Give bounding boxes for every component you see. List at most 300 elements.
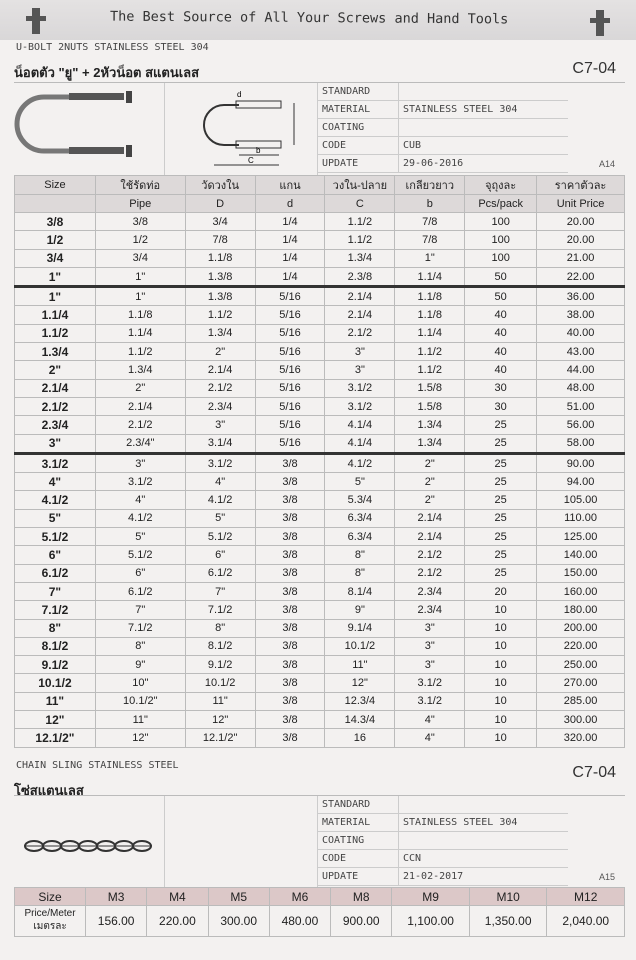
table-row [15,656,625,674]
table-cell: 3/8 [255,619,325,637]
spec-value: CUB [403,140,422,151]
size-cell: M3 [86,888,147,906]
table-cell: 10 [465,619,537,637]
spec-row [318,155,568,173]
table-cell: 5.3/4 [325,491,395,509]
table-cell: 10.1/2 [185,674,255,692]
table-row [15,637,625,655]
column-header: Pipe [95,195,185,213]
table-cell: 4.1/2 [325,453,395,472]
table-cell: 3" [15,434,96,453]
spec-label: STANDARD [318,83,399,100]
table-cell: 250.00 [537,656,625,674]
column-header: Pcs/pack [465,195,537,213]
table-cell: 8.1/2 [15,637,96,655]
table-cell: 43.00 [537,343,625,361]
table-cell: 1.3/4 [395,416,465,434]
column-header: Size [15,176,96,195]
table-cell: 2" [395,491,465,509]
table-cell: 3/4 [15,249,96,267]
size-cell: M4 [147,888,208,906]
table-cell: 9.1/2 [15,656,96,674]
table-cell: 9.1/2 [185,656,255,674]
table-cell: 1.1/4 [395,267,465,286]
chain-spec-list [318,796,568,886]
table-cell: 150.00 [537,564,625,582]
column-header: Unit Price [537,195,625,213]
table-cell: 10.1/2 [325,637,395,655]
table-cell: 1" [395,249,465,267]
table-cell: 25 [465,434,537,453]
table-cell: 40 [465,361,537,379]
table-cell: 3" [185,416,255,434]
spec-row [318,832,568,850]
spec-row [318,101,568,119]
table-cell: 22.00 [537,267,625,286]
table-cell: 1.3/4 [185,324,255,342]
table-cell: 4" [395,711,465,729]
table-row [15,397,625,415]
spec-row [318,850,568,868]
table-cell: 5" [185,509,255,527]
table-cell: 12" [95,729,185,747]
column-header: D [185,195,255,213]
table-cell: 3" [95,453,185,472]
column-header: ราคาตัวละ [537,176,625,195]
table-cell: 7/8 [395,231,465,249]
table-cell: 3/8 [255,729,325,747]
table-cell: 1.1/4 [95,324,185,342]
column-header: C [325,195,395,213]
table-cell: 25 [465,453,537,472]
table-cell: 4.1/2 [185,491,255,509]
table-row [15,324,625,342]
empty-image-cell [164,796,318,887]
table-cell: 1.1/8 [95,306,185,324]
table-cell: 25 [465,416,537,434]
size-cell: M12 [547,888,625,906]
table-cell: 25 [465,473,537,491]
table-cell: 20.00 [537,231,625,249]
table-cell: 3" [325,361,395,379]
table-cell: 5" [15,509,96,527]
table-cell: 56.00 [537,416,625,434]
table-cell: 285.00 [537,692,625,710]
page-code: C7-04 [572,60,616,77]
table-cell: 11" [185,692,255,710]
table-cell: 8.1/2 [185,637,255,655]
table-cell: 58.00 [537,434,625,453]
table-cell: 320.00 [537,729,625,747]
table-cell: 3/8 [95,213,185,231]
table-cell: 5/16 [255,306,325,324]
table-row [15,287,625,306]
spec-label: STANDARD [318,796,399,813]
table-cell: 3" [395,637,465,655]
table-cell: 3/8 [255,564,325,582]
table-row [15,692,625,710]
table-cell: 5/16 [255,434,325,453]
table-cell: 14.3/4 [325,711,395,729]
spec-list [318,83,568,173]
table-cell: 2.1/4 [395,509,465,527]
table-cell: 1/4 [255,213,325,231]
table-cell: 11" [95,711,185,729]
spec-row [318,119,568,137]
size-cell: M9 [392,888,470,906]
table-cell: 90.00 [537,453,625,472]
table-cell: 4" [395,729,465,747]
table-cell: 12.1/2" [15,729,96,747]
table-cell: 3.1/2 [185,453,255,472]
table-cell: 2.3/4 [15,416,96,434]
u-bolt-table [14,175,625,748]
price-label: Price/Meter [24,908,76,919]
table-cell: 3.1/2 [325,397,395,415]
table-cell: 7.1/2 [185,601,255,619]
table-cell: 1.3/4 [325,249,395,267]
table-cell: 3/8 [255,692,325,710]
table-cell: 7" [185,582,255,600]
table-cell: 7.1/2 [95,619,185,637]
table-cell: 1.1/2 [325,213,395,231]
table-cell: 48.00 [537,379,625,397]
table-cell: 7/8 [395,213,465,231]
table-cell: 10 [465,729,537,747]
table-row [15,267,625,286]
table-row [15,361,625,379]
table-cell: 2.1/2 [185,379,255,397]
table-cell: 1/4 [255,267,325,286]
spec-value: STAINLESS STEEL 304 [403,104,518,115]
table-row [15,379,625,397]
table-cell: 5/16 [255,324,325,342]
table-cell: 30 [465,397,537,415]
table-cell: 1.1/2 [395,361,465,379]
u-bolt-photo [14,83,165,175]
table-row [15,729,625,747]
table-cell: 36.00 [537,287,625,306]
table-cell: 5/16 [255,361,325,379]
table-cell: 1" [95,267,185,286]
table-cell: 1.1/8 [395,306,465,324]
table-cell: 2.1/4 [325,287,395,306]
table-cell: 1" [95,287,185,306]
table-cell: 5.1/2 [185,528,255,546]
table-cell: 3/8 [255,453,325,472]
table-row [15,434,625,453]
table-cell: 125.00 [537,528,625,546]
table-row [15,306,625,324]
table-cell: 2.1/2 [395,564,465,582]
table-cell: 12.1/2" [185,729,255,747]
table-cell: 100 [465,249,537,267]
table-cell: 8" [185,619,255,637]
table-cell: 7.1/2 [15,601,96,619]
table-cell: 2" [95,379,185,397]
table-cell: 2" [395,453,465,472]
table-cell: 5/16 [255,397,325,415]
table-row [15,601,625,619]
spec-label: UPDATE [318,868,399,885]
table-cell: 1/2 [15,231,96,249]
table-row [15,674,625,692]
table-row [15,453,625,472]
table-cell: 2" [395,473,465,491]
table-cell: 94.00 [537,473,625,491]
column-header: เกลียวยาว [395,176,465,195]
table-cell: 1.3/4 [15,343,96,361]
spec-row [318,137,568,155]
price-label-thai: เมตรละ [33,921,67,932]
table-cell: 12" [185,711,255,729]
product-subtitle: U-BOLT 2NUTS STAINLESS STEEL 304 [16,42,209,53]
price-cell: 156.00 [86,906,147,937]
spec-value: 29-06-2016 [403,158,464,169]
spec-label: MATERIAL [318,814,399,831]
table-cell: 2.1/2 [15,397,96,415]
site-title: The Best Source of All Your Screws and Hand Tools [109,8,509,28]
table-cell: 12" [325,674,395,692]
price-cell: 480.00 [269,906,330,937]
table-cell: 7" [15,582,96,600]
table-cell: 6.1/2 [15,564,96,582]
price-cell: 300.00 [208,906,269,937]
table-row [15,231,625,249]
table-cell: 9.1/4 [325,619,395,637]
price-cell: 900.00 [331,906,392,937]
price-cell: 1,100.00 [392,906,470,937]
table-cell: 1" [15,267,96,286]
spec-label: COATING [318,119,399,136]
spec-row [318,83,568,101]
table-cell: 10 [465,674,537,692]
chain-price-table [14,887,625,937]
table-cell: 10 [465,692,537,710]
table-cell: 50 [465,267,537,286]
price-cell: 1,350.00 [469,906,547,937]
table-cell: 6.3/4 [325,528,395,546]
table-cell: 270.00 [537,674,625,692]
table-cell: 40 [465,324,537,342]
table-cell: 9" [95,656,185,674]
table-cell: 2.1/4 [395,528,465,546]
table-cell: 6" [185,546,255,564]
table-cell: 3/8 [255,637,325,655]
table-cell: 1" [15,287,96,306]
table-cell: 4" [15,473,96,491]
table-cell: 2.1/2 [95,416,185,434]
table-cell: 180.00 [537,601,625,619]
table-cell: 10 [465,601,537,619]
table-cell: 1/4 [255,231,325,249]
table-row [15,343,625,361]
spec-box [14,82,625,175]
spec-row [318,868,568,886]
table-cell: 2" [15,361,96,379]
table-cell: 1.1/4 [15,306,96,324]
table-cell: 1.3/4 [395,434,465,453]
product-thai-title: น็อตตัว "ยู" + 2หัวน็อต สแตนเลส [14,65,200,80]
table-cell: 1/2 [95,231,185,249]
table-row [15,473,625,491]
table-cell: 25 [465,546,537,564]
table-row [15,582,625,600]
svg-text:C: C [248,156,254,165]
table-cell: 100 [465,213,537,231]
table-cell: 2" [185,343,255,361]
spec-row [318,814,568,832]
spec-value: STAINLESS STEEL 304 [403,817,518,828]
table-cell: 8" [95,637,185,655]
table-cell: 38.00 [537,306,625,324]
table-cell: 1.5/8 [395,397,465,415]
column-header: b [395,195,465,213]
table-cell: 3" [395,619,465,637]
table-cell: 3.1/2 [325,379,395,397]
table-row [15,711,625,729]
spec-label: UPDATE [318,155,399,172]
table-cell: 3/8 [255,473,325,491]
table-cell: 8" [325,546,395,564]
svg-text:b: b [256,146,261,155]
header-row [15,176,625,195]
table-cell: 2.1/4 [95,397,185,415]
table-cell: 4.1/4 [325,416,395,434]
table-row [15,528,625,546]
table-cell: 25 [465,528,537,546]
table-cell: 1.1/8 [395,287,465,306]
page-code: C7-04 [572,764,616,781]
size-header: Size [15,888,86,906]
table-cell: 1.1/2 [395,343,465,361]
table-cell: 12" [15,711,96,729]
chain-photo [14,796,165,887]
column-header: จุถุงละ [465,176,537,195]
logo-icon [590,10,610,36]
table-row [15,619,625,637]
table-cell: 30 [465,379,537,397]
table-cell: 3/8 [255,491,325,509]
table-cell: 50 [465,287,537,306]
table-cell: 105.00 [537,491,625,509]
table-cell: 4.1/2 [95,509,185,527]
table-cell: 2.3/8 [325,267,395,286]
table-cell: 3.1/4 [185,434,255,453]
table-cell: 3/8 [255,656,325,674]
price-header [15,906,86,937]
table-row [15,509,625,527]
size-cell: M8 [331,888,392,906]
table-cell: 3/8 [255,601,325,619]
table-cell: 1.1/2 [325,231,395,249]
table-cell: 5/16 [255,379,325,397]
table-cell: 25 [465,491,537,509]
table-cell: 11" [325,656,395,674]
table-cell: 1.5/8 [395,379,465,397]
table-cell: 40.00 [537,324,625,342]
table-cell: 3.1/2 [15,453,96,472]
table-cell: 6" [15,546,96,564]
table-cell: 9" [325,601,395,619]
table-cell: 10" [95,674,185,692]
table-cell: 2.3/4" [95,434,185,453]
table-cell: 40 [465,306,537,324]
table-cell: 7" [95,601,185,619]
spec-label: CODE [318,850,399,867]
table-cell: 140.00 [537,546,625,564]
table-cell: 3.1/2 [395,674,465,692]
table-cell: 3" [325,343,395,361]
table-cell: 3/8 [15,213,96,231]
table-cell: 10 [465,711,537,729]
table-cell: 100 [465,231,537,249]
table-cell: 300.00 [537,711,625,729]
chain-spec-box [14,795,625,887]
column-header: แกน [255,176,325,195]
column-header [15,195,96,213]
table-cell: 3/8 [255,509,325,527]
table-cell: 6.1/2 [185,564,255,582]
table-cell: 5.1/2 [95,546,185,564]
spec-value: CCN [403,853,422,864]
chain-thai-title: โซ่สแตนเลส [14,783,84,798]
table-cell: 21.00 [537,249,625,267]
table-row [15,546,625,564]
table-cell: 3/4 [185,213,255,231]
table-cell: 10.1/2 [15,674,96,692]
spec-row [318,796,568,814]
table-cell: 5/16 [255,416,325,434]
table-cell: 3/8 [255,674,325,692]
column-header: d [255,195,325,213]
table-cell: 4" [185,473,255,491]
ref-code: A14 [598,159,615,169]
table-cell: 44.00 [537,361,625,379]
table-cell: 12.3/4 [325,692,395,710]
column-header: วัดวงใน [185,176,255,195]
table-cell: 220.00 [537,637,625,655]
table-cell: 4.1/2 [15,491,96,509]
ref-code: A15 [598,872,615,882]
table-row [15,564,625,582]
table-cell: 20.00 [537,213,625,231]
spec-label: MATERIAL [318,101,399,118]
table-cell: 1.3/8 [185,267,255,286]
table-cell: 7/8 [185,231,255,249]
table-cell: 2.3/4 [185,397,255,415]
table-row [15,416,625,434]
size-cell: M10 [469,888,547,906]
table-cell: 40 [465,343,537,361]
table-cell: 200.00 [537,619,625,637]
size-cell: M5 [208,888,269,906]
table-cell: 10 [465,656,537,674]
u-bolt-diagram [164,83,318,175]
table-cell: 1.1/2 [95,343,185,361]
table-cell: 3/8 [255,582,325,600]
table-cell: 1.1/2 [15,324,96,342]
table-cell: 5/16 [255,343,325,361]
spec-value: 21-02-2017 [403,871,464,882]
table-cell: 2.1/4 [185,361,255,379]
column-header: ใช้รัดท่อ [95,176,185,195]
size-cell: M6 [269,888,330,906]
chain-subtitle: CHAIN SLING STAINLESS STEEL [16,760,179,771]
logo-icon [26,8,46,34]
table-cell: 1.3/4 [95,361,185,379]
table-cell: 2.3/4 [395,601,465,619]
